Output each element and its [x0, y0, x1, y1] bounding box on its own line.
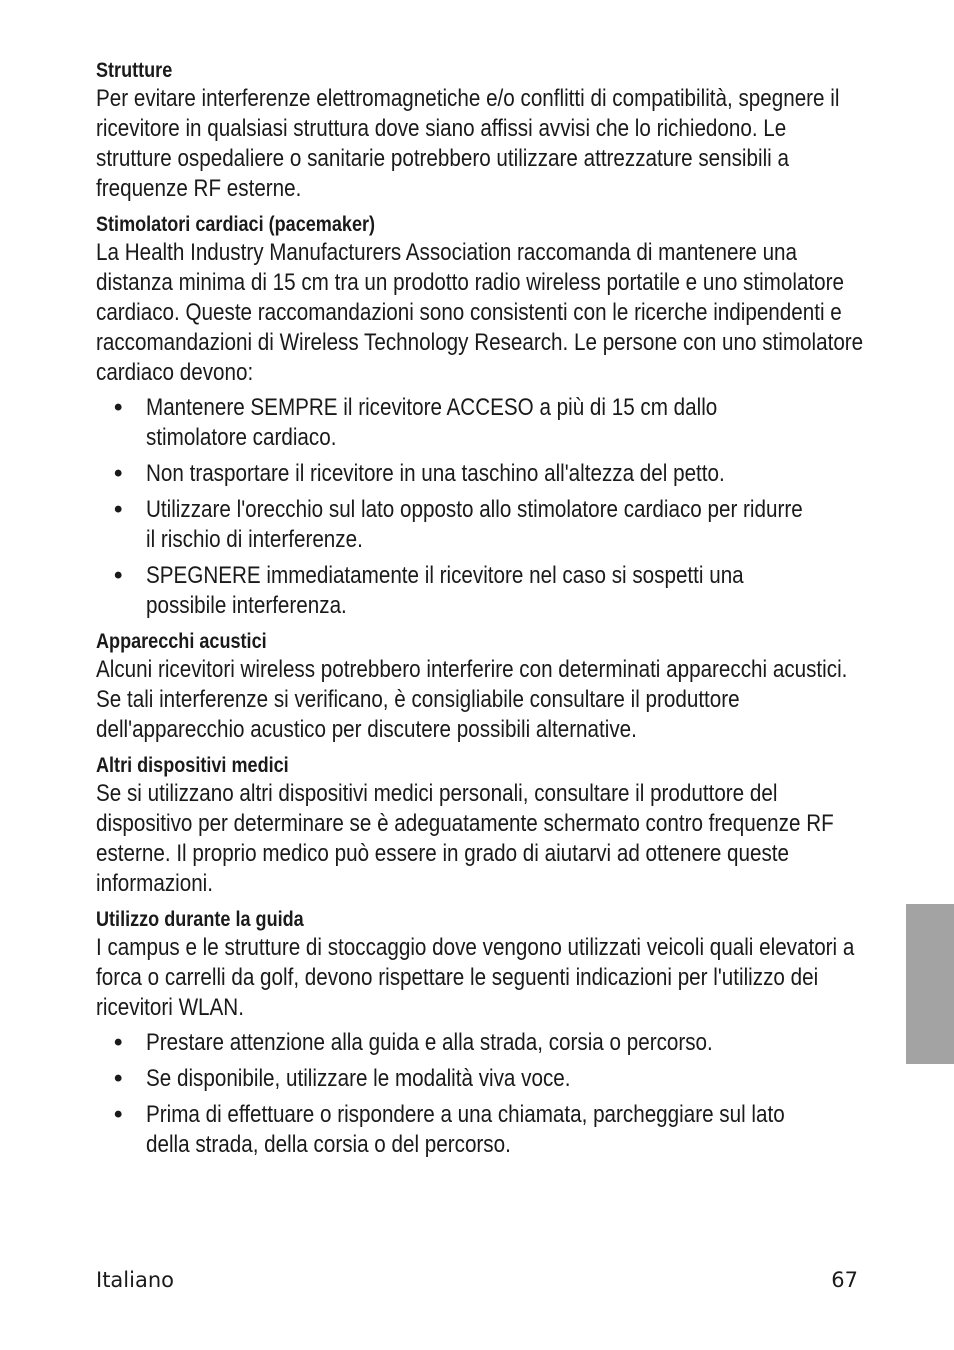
section-heading: Apparecchi acustici	[96, 630, 267, 653]
list-item-text: Prima di effettuare o rispondere a una chiamata, parcheggiare sul lato della strada, della corsia o del percorso.	[146, 1101, 785, 1158]
list-item	[96, 1100, 866, 1160]
section-pacemaker	[96, 212, 866, 621]
list-item-text: Prestare attenzione alla guida e alla strada, corsia o percorso.	[146, 1029, 713, 1056]
list-item	[96, 1028, 866, 1058]
bullet-icon: •	[114, 1101, 123, 1128]
section-paragraph: Per evitare interferenze elettromagnetiche e/o conflitti di compatibilità, spegnere il ricevitore in qualsiasi struttura dove siano affissi avvisi che lo richiedono. Le strutture ospedaliere o sanitarie potrebbero utilizzare attrezzature sensibili a frequenze RF esterne.	[96, 85, 840, 202]
bullet-icon: •	[114, 1065, 123, 1092]
section-paragraph: I campus e le strutture di stoccaggio dove vengono utilizzati veicoli quali elevatori a forca o carrelli da golf, devono rispettare le seguenti indicazioni per l'utilizzo dei ricevitori WLAN.	[96, 934, 855, 1021]
list-item	[96, 1064, 866, 1094]
bullet-icon: •	[114, 1029, 123, 1056]
section-guida	[96, 907, 866, 1160]
footer-language: Italiano	[96, 1268, 174, 1292]
section-paragraph: Alcuni ricevitori wireless potrebbero interferire con determinati apparecchi acustici. Se tali interferenze si verificano, è consigliabile consultare il produttore dell'apparecchio acustico per discutere possibili alternative.	[96, 656, 848, 743]
bullet-list	[96, 393, 866, 621]
list-item-text: SPEGNERE immediatamente il ricevitore nel caso si sospetti una possibile interferenza.	[146, 562, 744, 619]
list-item-text: Utilizzare l'orecchio sul lato opposto allo stimolatore cardiaco per ridurre il rischio di interferenze.	[146, 496, 803, 553]
bullet-icon: •	[114, 496, 123, 523]
chapter-thumb-tab	[906, 904, 954, 1064]
section-apparecchi-acustici	[96, 629, 866, 745]
list-item	[96, 459, 866, 489]
section-heading: Altri dispositivi medici	[96, 754, 289, 777]
section-heading: Stimolatori cardiaci (pacemaker)	[96, 213, 376, 236]
page-number: 67	[831, 1268, 858, 1292]
bullet-list	[96, 1028, 866, 1160]
list-item-text: Se disponibile, utilizzare le modalità viva voce.	[146, 1065, 571, 1092]
bullet-icon: •	[114, 460, 123, 487]
list-item-text: Non trasportare il ricevitore in una taschino all'altezza del petto.	[146, 460, 725, 487]
list-item	[96, 495, 866, 555]
document-body	[96, 58, 866, 1168]
bullet-icon: •	[114, 394, 123, 421]
list-item	[96, 393, 866, 453]
section-heading: Strutture	[96, 59, 173, 82]
list-item	[96, 561, 866, 621]
section-heading: Utilizzo durante la guida	[96, 908, 304, 931]
bullet-icon: •	[114, 562, 123, 589]
section-paragraph: La Health Industry Manufacturers Association raccomanda di mantenere una distanza minima di 15 cm tra un prodotto radio wireless portatile e uno stimolatore cardiaco. Queste raccomandazioni sono consistenti con le ricerche indipendenti e raccomandazioni di Wireless Technology Research. Le persone con uno stimolatore cardiaco devono:	[96, 239, 864, 386]
section-strutture	[96, 58, 866, 204]
section-altri-dispositivi	[96, 753, 866, 899]
list-item-text: Mantenere SEMPRE il ricevitore ACCESO a più di 15 cm dallo stimolatore cardiaco.	[146, 394, 718, 451]
section-paragraph: Se si utilizzano altri dispositivi medici personali, consultare il produttore del dispositivo per determinare se è adeguatamente schermato contro frequenze RF esterne. Il proprio medico può essere in grado di aiutarvi ad ottenere queste informazioni.	[96, 780, 834, 897]
